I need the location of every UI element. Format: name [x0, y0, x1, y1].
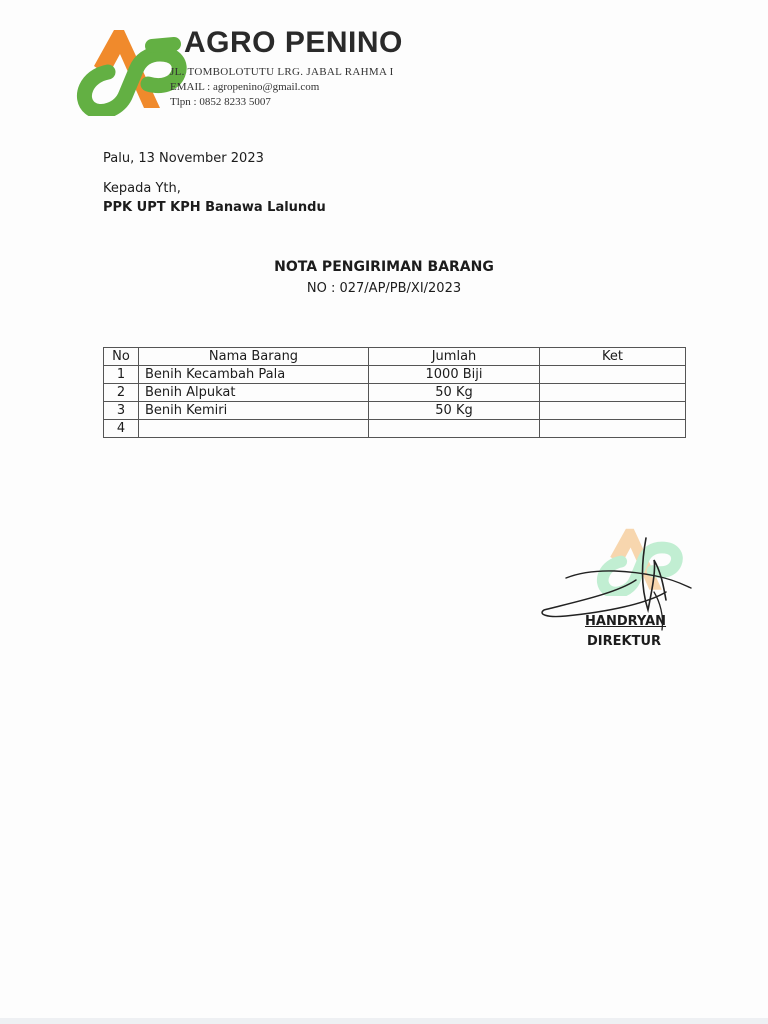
place-date: Palu, 13 November 2023	[103, 151, 264, 166]
company-address: JL. TOMBOLOTUTU LRG. JABAL RAHMA I	[170, 66, 394, 78]
table-row	[104, 366, 686, 384]
scan-edge	[0, 1018, 768, 1024]
row-number: 2	[104, 384, 139, 402]
row-item: Benih Kemiri	[139, 402, 369, 420]
document-title: NOTA PENGIRIMAN BARANG	[274, 259, 494, 275]
row-item	[139, 420, 369, 438]
row-number: 4	[104, 420, 139, 438]
col-header-item: Nama Barang	[139, 348, 369, 366]
salutation: Kepada Yth,	[103, 181, 181, 196]
row-qty	[369, 420, 540, 438]
col-header-qty: Jumlah	[369, 348, 540, 366]
row-note	[540, 366, 686, 384]
row-note	[540, 402, 686, 420]
company-email: EMAIL : agropenino@gmail.com	[170, 81, 320, 93]
table-row	[104, 384, 686, 402]
company-name: AGRO PENINO	[184, 26, 403, 59]
row-qty: 1000 Biji	[369, 366, 540, 384]
document-number: NO : 027/AP/PB/XI/2023	[306, 281, 462, 296]
table-header-row	[104, 348, 686, 366]
company-contact	[170, 65, 394, 110]
recipient: PPK UPT KPH Banawa Lalundu	[103, 200, 326, 215]
row-note	[540, 420, 686, 438]
signer-name: HANDRYAN	[585, 614, 667, 629]
row-qty: 50 Kg	[369, 402, 540, 420]
row-number: 1	[104, 366, 139, 384]
items-table	[103, 347, 686, 438]
table-row	[104, 402, 686, 420]
row-item: Benih Kecambah Pala	[139, 366, 369, 384]
row-number: 3	[104, 402, 139, 420]
row-item: Benih Alpukat	[139, 384, 369, 402]
table-row	[104, 420, 686, 438]
col-header-no: No	[104, 348, 139, 366]
col-header-note: Ket	[540, 348, 686, 366]
row-note	[540, 384, 686, 402]
signer-title: DIREKTUR	[587, 634, 662, 649]
row-qty: 50 Kg	[369, 384, 540, 402]
company-phone: Tlpn : 0852 8233 5007	[170, 96, 271, 108]
